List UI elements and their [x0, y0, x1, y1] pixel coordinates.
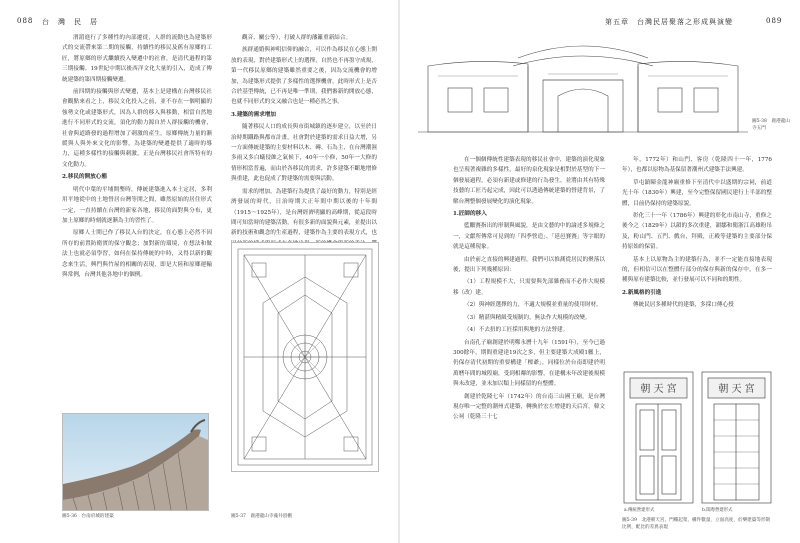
temple-facade-drawing	[418, 36, 748, 138]
paragraph: 彰化三十一年（1786年）興建的彰化市南山寺，重修之後今之（1829年）以韻的多次重建，韻鄒和衛浙江高雄粉吊及，粉山門、五門、戲台，拜殿，正殿等建築的主要部分保持原始的保留。	[622, 213, 772, 251]
figure-caption: 圖5-38 鹿港龍山寺五門	[752, 119, 790, 131]
sub-caption-b: b.閩粵營建形式	[702, 508, 733, 513]
figure-caption: 圖5-39 北港朝天宮、門樓起架、構件數量，立面高度，於樂建築等形制比例，配比的差異表現	[622, 518, 771, 530]
gate-elevation-b	[700, 370, 773, 505]
right-column-1	[453, 155, 605, 425]
paragraph: 草屯鎮陳金龍神廟重修下至清代中以盛期的宗祠，前道光十年（1830年）興建，至今完整保留國民建行上半部的整體，目前仍保持的建築原貌。	[622, 179, 772, 207]
paragraph: 在一個個傳統性建築表現的移民社會中，建築的演化現象也呈現著複雜的多樣性，最好的泉化現象是相對於基型的下一個發展過程，必須有新建或修建的行為發生，並將由其有特殊技藝的工匠乃起完成，因此可以透過傳統建築的營建背景，了解台灣整個發展變化的演化現象。	[453, 157, 605, 205]
figure-caption: 圖5-37 鹿港龍山寺藻井頂棚	[231, 514, 292, 519]
paragraph: 隨著移民人口的成長與市街城鎮的逐步建立，以至於日治時期鐵路與都市計畫，社會對於建築的需求日益大增，另一方面傳統建築的主要材料以木、磚、石為主，在台灣潮濕多雨又多白蟻侵蝕之氣候下，40年一小修，50年一大修的情形相當普遍，而由於各移民的需求，許多建築不斷地增修與重建，此也促成了對建築的需要與活動。	[231, 124, 377, 183]
paragraph: 原鄉人士開已作了移民入台的決定，在心態上必然不因所存的前置防衛實的保守觀念；加對新的環境，在想法和做法上也就必須學習，如何在保持傳統的中時，又得以新的觀念來生活，興門與竹屋的相關的表現，即是大陸和原鄉運輸與常例，台灣其他各地中的個例。	[62, 230, 212, 278]
facade-illustration	[418, 36, 748, 138]
ceiling-plan-illustration	[232, 243, 378, 471]
paragraph: 族群通婚與神明信仰的融合，可以作為移民在心態上開放的表現，對於建築形式上的選擇，自然也不再墨守成規，第一代移民原鄉的建築雖然重要之後，因為交流機會的增加，為建築形式提供了多樣性的選擇機會，此時形式上是否合於基型傳統，已不再是唯一準則，我們審新的開放心態，也就不同形式的交又融合也是一種必然之事。	[231, 47, 377, 106]
sub-caption-a: a.傳統營建形式	[624, 508, 655, 513]
list-item: （4）不去扭的工匠採用與地的方法營建。	[464, 327, 569, 334]
paragraph: 創建於乾隆七年（1742年）的台南三山國王廟，是台灣現存唯一完整的潮州式建築，轉換於宏左增建的天后宮，韓文公祠（乾隆三十七	[453, 393, 605, 421]
right-page	[400, 0, 800, 543]
roof-illustration	[63, 414, 208, 510]
left-running-title: 台 灣 民 居	[42, 18, 98, 26]
paragraph: 明代中葉的平埔開墾時，傳統建築進入本土定居，多利用平地從中的土地營居台灣等開之間，雖然原始的居住形式一定，一直持續在台灣的新家各地，移民的面對與分布，更加上原鄉的時刻就逐漸為主的習性了。	[62, 186, 212, 224]
list-item: （1）工程規模不大，只需要與先部雜務而不必作大規模移（改）建。	[453, 279, 605, 296]
paragraph: 台南孔子廟創建於明鄭永曆十九年（1591年），至今已過300餘年，期間重建達19次之多，但主要建築大成殿1艦上，仍保存清代初期的重要構建「檁爺」，同樣位於台南即建於明萬曆年間的城隍廟，受到相鄰的影響，在建構未年改建後規模與未改建，並未加以類上同樣留的有整體。	[453, 339, 605, 388]
left-page-number: 088	[17, 17, 34, 25]
roof-photo	[62, 413, 209, 511]
paragraph: 由於前之直接的興建過程，我們可以推測從居民的聚落以後，提出下列幾種原因：	[453, 256, 605, 274]
left-page	[0, 0, 398, 543]
caisson-ceiling-drawing	[231, 242, 379, 472]
right-column-2	[622, 155, 772, 313]
paragraph: 需求的增加，為建築行為提供了最好的動力，特別是經濟發展的時代，日治時期大正年間中期以後的十年間（1915〜1925年），是台灣經濟明顯的高峰期，從這段時間可知當時的建築活動，有很多新的面貌與元素，並提出以新的技術和觀念的生產過程，建築作為主要的表現方式，也	[231, 188, 377, 237]
paragraph: 前四期的接觸與形式變遷，基本上是建構在台灣移民社會觀點來看之上，移民文化投入之前，並不存在一個明顯的強勢文化或建築形式，因為人群的移入與移動，相當自然地進行不同形式的交流，須化的動力源自於人群接觸的機會，社會與道路發的過程增加了刺激的產生。原鄉傳統力量的漸緩與人與外來文化的影響，為建築的變遷提供了適時的導力，這種多樣性的接觸與刺激，正是台灣移民社會所特有的文化動力。	[62, 89, 212, 168]
gate-a-illustration	[622, 370, 695, 505]
paragraph: 渭湄進行了多種性的內部遷徙，人群的流動也為建築形式的交流帶來第二期的接觸，持續性的移民及舊有原鄉的工匠，將原鄉的形式繼續投入變遷中的社會，是清代過程的第三期接觸。19世紀中期以後西洋文化大量的引入，造成了傳統建築的第四期接觸變遷。	[62, 35, 212, 83]
figure-caption: 圖5-36 台南府城的建築	[62, 514, 114, 519]
list-item: （3）精湛與精級受規制約，無法作大規模的改變。	[464, 314, 591, 321]
svg-text:朝 天 宮: 朝 天 宮	[718, 384, 755, 395]
subheading: 3.建築的需求增加	[231, 111, 276, 118]
subheading: 2.新風格的引進	[622, 289, 662, 296]
right-running-title: 第五章 台灣民居聚落之形成與演變	[605, 18, 733, 26]
paragraph: 傳統民居多種時代的建築，多採口傳心授	[633, 302, 734, 309]
right-page-number: 089	[766, 17, 783, 25]
subheading: 2.移民的開放心態	[62, 174, 107, 181]
left-column-1	[62, 33, 212, 282]
paragraph: 年，1772年）和山門、客房（乾隆四十一年，1776年），也都以原物為基保留著潮州式建築手法興建。	[622, 157, 772, 174]
gate-b-illustration	[700, 370, 773, 505]
list-item: （2）與神經選擇的力，不適大規模並重量的使用財材。	[464, 302, 602, 309]
paragraph: 基本上以原物為主的建築行為，並不一定能直接地表現的，但相信可以在整體行部分的保存與新的保存中，在多一種與原有建築比較，並行發展可以不同和的期性。	[622, 256, 772, 284]
gate-elevation-a	[622, 370, 695, 505]
paragraph: 觀音、關公等），打破人群的藩籬重新結合。	[242, 35, 352, 41]
subheading: 1.匠師的移入	[453, 211, 487, 218]
svg-text:朝 天 宮: 朝 天 宮	[640, 384, 677, 395]
paragraph: 藍鵬賽指出的形制與風貌，是由文藝的中的論述多規條之一，文獻所傳常可見到的「四季營造」、「延邑賽賽」等字眼的就是這種現象。	[453, 223, 605, 251]
